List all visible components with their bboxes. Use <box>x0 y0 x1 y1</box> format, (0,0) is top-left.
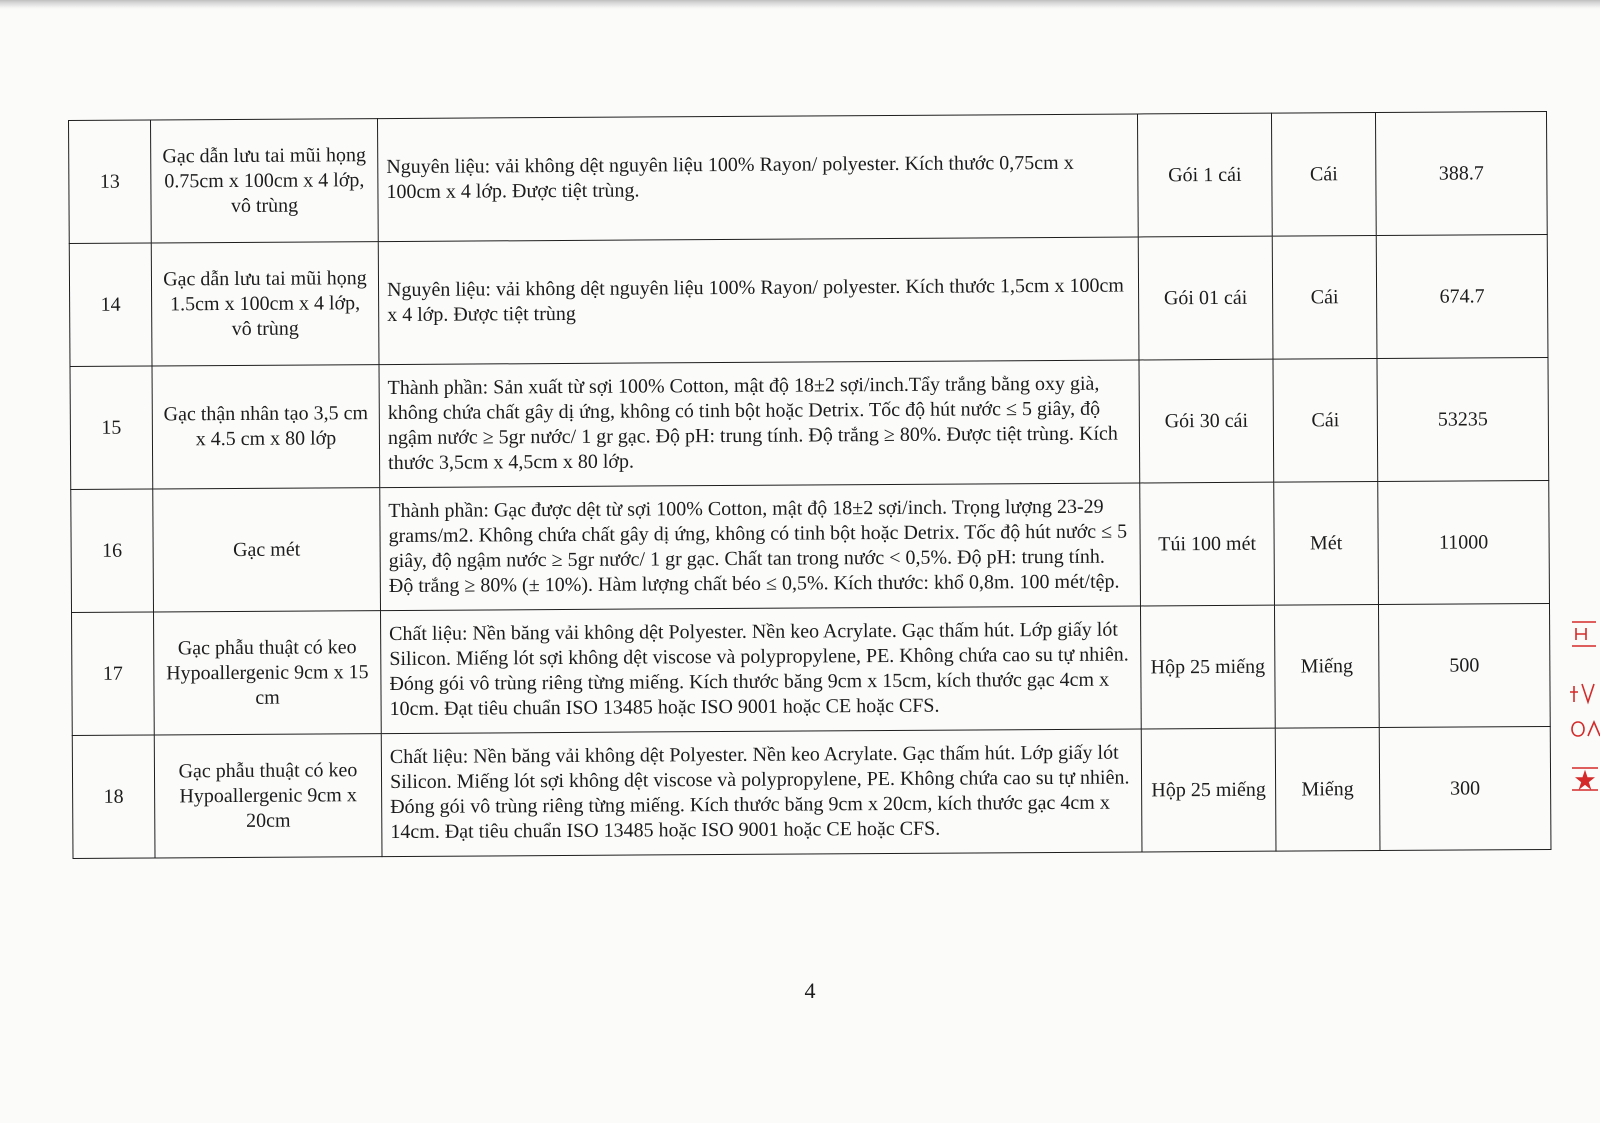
table-row <box>71 480 1550 612</box>
unit-price: 674.7 <box>1376 234 1548 358</box>
table-row <box>72 603 1551 735</box>
table-row <box>69 111 1548 243</box>
product-specification: Thành phần: Gạc được dệt từ sợi 100% Cotton, mật độ 18±2 sợi/inch. Trọng lượng 23-29 grams/m2. Không chứa chất gây dị ứng, không có tinh bột hoặc Detrix. Tốc độ hút nước ≤ 5 giây, độ ngậm nước ≥ 5gr nước/ 1 gr gạc. Chất tan trong nước < 0,5%. Độ pH: trung tính. Độ trắng ≥ 80% (± 10%). Hàm lượng chất béo ≤ 0,5%. Kích thước: khổ 0,8m. 100 mét/tệp. <box>380 483 1141 611</box>
product-name: Gạc phẫu thuật có keo Hypoallergenic 9cm x 15 cm <box>154 611 382 735</box>
row-number: 13 <box>69 120 152 243</box>
unit-price: 500 <box>1378 603 1550 727</box>
row-number: 15 <box>70 366 153 489</box>
unit: Mét <box>1274 482 1379 606</box>
product-name: Gạc phẫu thuật có keo Hypoallergenic 9cm x 20cm <box>154 734 382 858</box>
unit: Miếng <box>1275 728 1380 852</box>
product-name: Gạc dẫn lưu tai mũi họng 0.75cm x 100cm x 4 lớp, vô trùng <box>151 119 379 243</box>
unit: Cái <box>1273 359 1378 483</box>
product-specification: Chất liệu: Nền băng vải không dệt Polyester. Nền keo Acrylate. Gạc thấm hút. Lớp giấy lót Silicon. Miếng lót sợi không dệt viscose và polypropylene, PE. Không chứa cao su tự nhiên. Đóng gói vô trùng riêng từng miếng. Kích thước băng 9cm x 20cm, kích thước gạc 4cm x 14cm. Đạt tiêu chuẩn ISO 13485 hoặc ISO 9001 hoặc CE hoặc CFS. <box>381 729 1142 857</box>
unit-price: 11000 <box>1378 480 1550 604</box>
packaging: Túi 100 mét <box>1140 482 1275 606</box>
unit-price: 388.7 <box>1375 111 1547 235</box>
table-row <box>69 234 1548 366</box>
packaging: Hộp 25 miếng <box>1140 605 1275 729</box>
row-number: 18 <box>72 735 155 858</box>
unit: Cái <box>1271 113 1376 237</box>
unit-price: 53235 <box>1377 357 1549 481</box>
product-specification: Nguyên liệu: vải không dệt nguyên liệu 100% Rayon/ polyester. Kích thước 1,5cm x 100cm x 4 lớp. Được tiệt trùng <box>378 237 1139 365</box>
product-table <box>68 111 1551 859</box>
product-specification: Thành phần: Sản xuất từ sợi 100% Cotton, mật độ 18±2 sợi/inch.Tẩy trắng bằng oxy già, không chứa chất gây dị ứng, không có tinh bột hoặc Detrix. Tốc độ hút nước ≤ 5 giây, độ ngậm nước ≥ 5gr nước/ 1 gr gạc. Độ pH: trung tính. Độ trắng ≥ 80%. Được tiệt trùng. Kích thước 3,5cm x 4,5cm x 80 lớp. <box>379 360 1140 488</box>
scan-edge <box>0 0 1600 10</box>
page-number: 4 <box>804 978 816 1003</box>
product-specification: Chất liệu: Nền băng vải không dệt Polyester. Nền keo Acrylate. Gạc thấm hút. Lớp giấy lót Silicon. Miếng lót sợi không dệt viscose và polypropylene, PE. Không chứa cao su tự nhiên. Đóng gói vô trùng riêng từng miếng. Kích thước băng 9cm x 15cm, kích thước gạc 4cm x 10cm. Đạt tiêu chuẩn ISO 13485 hoặc ISO 9001 hoặc CE hoặc CFS. <box>381 606 1142 734</box>
packaging: Gói 30 cái <box>1139 359 1274 483</box>
packaging: Hộp 25 miếng <box>1141 728 1276 852</box>
unit-price: 300 <box>1379 726 1551 850</box>
product-name: Gạc thận nhân tạo 3,5 cm x 4.5 cm x 80 lớp <box>152 365 380 489</box>
product-name: Gạc dẫn lưu tai mũi họng 1.5cm x 100cm x 4 lớp, vô trùng <box>151 242 379 366</box>
unit: Miếng <box>1274 605 1379 729</box>
table-row <box>72 726 1551 858</box>
row-number: 16 <box>71 489 154 612</box>
table-row <box>70 357 1549 489</box>
unit: Cái <box>1272 236 1377 360</box>
row-number: 14 <box>69 243 152 366</box>
row-number: 17 <box>72 612 155 735</box>
product-name: Gạc mét <box>153 488 381 612</box>
stamp-fragment <box>1568 618 1600 798</box>
product-specification: Nguyên liệu: vải không dệt nguyên liệu 100% Rayon/ polyester. Kích thước 0,75cm x 100cm x 4 lớp. Được tiệt trùng. <box>377 114 1138 242</box>
packaging: Gói 01 cái <box>1138 236 1273 360</box>
packaging: Gói 1 cái <box>1137 113 1272 237</box>
